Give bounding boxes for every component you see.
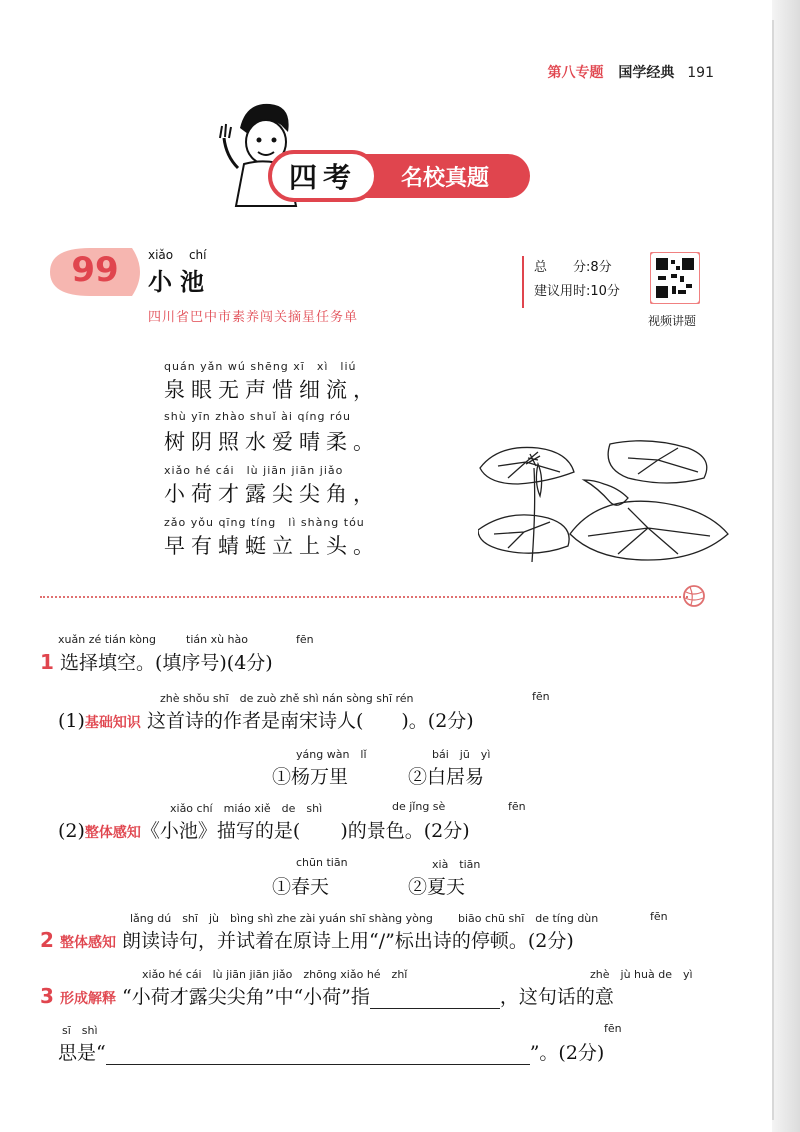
question-number: 2 [40, 928, 54, 952]
question-1 [40, 648, 273, 675]
page-number: 191 [687, 65, 714, 81]
answer-blank-1[interactable] [370, 990, 500, 1009]
question-text: 选择填空。(填序号)(4分) [59, 652, 273, 674]
q3-pinyin-c: sī shì [62, 1024, 98, 1037]
poem-line [164, 514, 380, 560]
question-3-continued [58, 1038, 604, 1065]
option-2[interactable]: ②白居易 [408, 766, 485, 788]
q1-pinyin-b: tián xù hào [186, 633, 248, 646]
qr-code-icon[interactable] [650, 252, 700, 304]
option-pinyin: bái jū yì [432, 748, 491, 761]
banner-right: 名校真题 [360, 154, 530, 198]
title-pinyin: xiǎo chí [148, 248, 207, 262]
q3-pinyin-b: zhè jù huà de yì [590, 968, 693, 981]
sub-question-label: (1) [58, 710, 85, 732]
lesson-subtitle: 四川省巴中市素养闯关摘星任务单 [148, 310, 359, 325]
q2-pinyin-b: biāo chū shī de tíng dùn [458, 912, 599, 925]
poem-line-pinyin: zǎo yǒu qīng tíng lì shàng tóu [164, 516, 365, 529]
banner-left: 四考 [268, 150, 378, 202]
page-edge-line [772, 20, 774, 1120]
poem-line-pinyin: shù yīn zhào shuǐ ài qíng róu [164, 410, 351, 423]
q3-pinyin: xiǎo hé cái lù jiān jiān jiǎo zhōng xiǎo hé zhǐ [142, 968, 408, 981]
q1-sub2-pinyin-fen: fēn [508, 800, 526, 813]
total-score: 总 分:8分 [534, 260, 612, 275]
sub-question-label: (2) [58, 820, 85, 842]
lesson-number: 99 [71, 250, 119, 290]
q1-sub2-pinyin: xiǎo chí miáo xiě de shì [170, 802, 323, 815]
sub-question-1 [58, 706, 474, 733]
skill-tag: 基础知识 [84, 715, 141, 731]
question-number: 1 [40, 650, 54, 674]
banner [268, 150, 530, 202]
yarn-ball-icon [682, 584, 706, 608]
q3-pinyin-fen: fēn [604, 1022, 622, 1035]
q2-pinyin: lǎng dú shī jù bìng shì zhe zài yuán shī shàng yòng [130, 912, 433, 925]
book-label: 国学经典 [618, 65, 675, 81]
question-3 [40, 982, 614, 1009]
poem-line [164, 462, 380, 508]
sub-question-text-a: 《小池》描写的是( [140, 820, 301, 842]
score-info [522, 256, 644, 308]
option-pinyin: xià tiān [432, 858, 481, 871]
suggested-time: 建议用时:10分 [534, 284, 620, 299]
lesson-title: 小池 [148, 268, 212, 296]
option-pinyin: chūn tiān [296, 856, 348, 869]
poem-line-pinyin: xiǎo hé cái lù jiān jiān jiǎo [164, 464, 344, 477]
option-1[interactable]: ①春天 [272, 876, 330, 898]
poem [164, 358, 380, 566]
qr-label: 视频讲题 [648, 314, 697, 328]
option-pinyin: yáng wàn lǐ [296, 748, 367, 761]
sub-question-text: 这首诗的作者是南宋诗人( )。(2分) [146, 710, 474, 732]
skill-tag: 整体感知 [59, 935, 116, 951]
section-divider [40, 596, 688, 598]
sub-question-2 [58, 816, 470, 843]
page-edge [772, 0, 800, 1132]
skill-tag: 整体感知 [84, 825, 141, 841]
option-2[interactable]: ②夏天 [408, 876, 466, 898]
question-text-b: ，这句话的意 [499, 986, 614, 1008]
poem-line-text: 小荷才露尖尖角， [164, 482, 380, 506]
poem-line-pinyin: quán yǎn wú shēng xī xì liú [164, 360, 357, 373]
q1-sub2-pinyin-mid: de jǐng sè [392, 800, 446, 813]
poem-line-text: 早有蜻蜓立上头。 [164, 534, 380, 558]
poem-line-text: 泉眼无声惜细流， [164, 378, 380, 402]
chapter-label: 第八专题 [547, 65, 604, 81]
sub-question-text-b: )的景色。(2分) [340, 820, 470, 842]
q1-pinyin-c: fēn [296, 633, 314, 646]
q2-pinyin-fen: fēn [650, 910, 668, 923]
q1-pinyin-a: xuǎn zé tián kòng [58, 633, 156, 646]
poem-line [164, 410, 380, 456]
question-text-c: 思是“ [58, 1042, 106, 1064]
q1-sub1-pinyin: zhè shǒu shī de zuò zhě shì nán sòng shī rén [160, 692, 414, 705]
question-text-a: “小荷才露尖尖角”中“小荷”指 [122, 986, 370, 1008]
question-text-d: ”。(2分) [529, 1042, 605, 1064]
q1-sub1-pinyin-fen: fēn [532, 690, 550, 703]
lesson-number-badge [40, 244, 152, 300]
page-header [548, 62, 714, 82]
poem-line-text: 树阴照水爱晴柔。 [164, 430, 380, 454]
skill-tag: 形成解释 [59, 991, 116, 1007]
question-text: 朗读诗句，并试着在原诗上用“/”标出诗的停顿。(2分) [122, 930, 574, 952]
question-2 [40, 926, 574, 953]
poem-line [164, 358, 380, 404]
lotus-dragonfly-illustration [478, 438, 730, 568]
option-1[interactable]: ①杨万里 [272, 766, 349, 788]
answer-blank-2[interactable] [106, 1046, 530, 1065]
question-number: 3 [40, 984, 54, 1008]
